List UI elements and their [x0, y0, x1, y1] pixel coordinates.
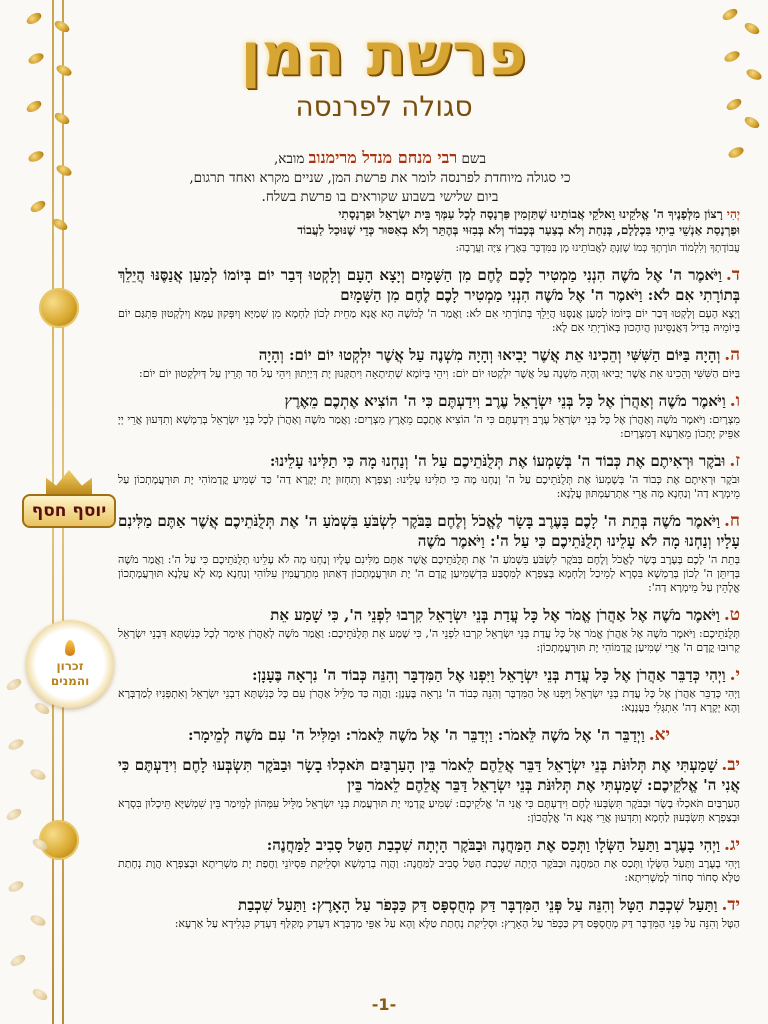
zichron-logo-badge [26, 620, 114, 708]
verse-number: יא. [648, 725, 671, 745]
verse-block [118, 451, 740, 501]
intro-line-3: ביום שלישי בשבוע שקוראים בו פרשת בשלח. [261, 189, 499, 205]
flame-icon [65, 640, 75, 656]
verse-translation: וַיְהִי בָעֶרֶב וַתַּעַל הַשְּׂלָו וַתְּכַס אֶת הַמַּחֲנֶה וּבַבֹּקֶר הָיְתָה שִׁכְבַת הַטַּל סָבִיב לַמַּחֲנֶה: וַהֲוָה בְרַמְשָׁא וּסְלֵיקַת פִּסְיוֹנֵי וַחֲפַת יָת מַשְׁרִיתָא וּבְצַפְרָא הֲוָת נְחָתַת טַלָּא סְחוֹר סְחוֹר לְמַשְׁרִיתָא: [118, 857, 740, 884]
prayer-first-word: יְהִי [726, 207, 740, 221]
verse-number: יג. [724, 835, 740, 855]
verse-number: ד. [725, 265, 740, 285]
verse-translation: מִצְרָיִם: וַיֹּאמֶר מֹשֶׁה וְאַהֲרֹן אֶל כָּל בְּנֵי יִשְׂרָאֵל עֶרֶב וִידַעְתֶּם כִּי ה' הוֹצִיא אֶתְכֶם מֵאֶרֶץ מִצְרָיִם: וַאֲמַר מֹשֶׁה וְאַהֲרֹן לְכָל בְּנֵי יִשְׂרָאֵל בְּרַמְשָׁא וְתִדְּעוּן אֲרֵי יְיָ אַפֵּיק יָתְכוֹן מֵאַרְעָא דְמִצְרָיִם: [118, 413, 740, 440]
gold-coin-decoration [39, 288, 79, 328]
verse-text: וַיֹּאמֶר מֹשֶׁה בְּתֵת ה' לָכֶם בָּעֶרֶב בָּשָׂר לֶאֱכֹל וְלֶחֶם בַּבֹּקֶר לִשְׂבֹּעַ בִּשְׁמֹעַ ה' אֶת תְּלֻנֹּתֵיכֶם אֲשֶׁר אַתֶּם מַלִּינִם עָלָיו וְנַחְנוּ מָה לֹא עָלֵינוּ תְלֻנֹּתֵיכֶם כִּי עַל ה': וַיֹּאמֶר מֹשֶׁה [118, 512, 740, 550]
intro-suffix: מובא, [274, 151, 309, 167]
verse-translation: וּבֹקֶר וּרְאִיתֶם אֶת כְּבוֹד ה' בְּשָׁמְעוֹ אֶת תְּלֻנֹּתֵיכֶם עַל ה' וְנַחְנוּ מָה כִּי תַלִּינוּ עָלֵינוּ: וְצַפְרָא וְתִחְזוּן יָת יְקָרָא דַה' כַּד שְׁמִיעַ קֳדָמוֹהִי יָת תּוּרְעֲמָתְכוֹן עַל מֵימְרָא דַה' וְנַחְנָא מָה אֲרֵי אַתְרַעַמְתּוּן עֲלָנָא: [118, 473, 740, 500]
verse-translation: הַטָּל וְהִנֵּה עַל פְּנֵי הַמִּדְבָּר דַּק מְחֻסְפָּס דַּק כַּכְּפֹר עַל הָאָרֶץ: וּסְלֵיקַת נְחָתַת טַלָּא וְהָא עַל אַפֵּי מַדְבְּרָא דַּעְדַק מְקַלַּף דַּעְדַק כִּגְלִידָא עַל אַרְעָא: [174, 917, 740, 930]
verse-translation: הָעַרְבַּיִם תֹּאכְלוּ בָשָׂר וּבַבֹּקֶר תִּשְׂבְּעוּ לָחֶם וִידַעְתֶּם כִּי אֲנִי ה' אֱלֹקֵיכֶם: שְׁמִיעַ קֳדָמַי יָת תּוּרְעֲמַת בְּנֵי יִשְׂרָאֵל מַלֵּיל עִמְּהוֹן לְמֵימַר בֵּין שִׁמְשַׁיָּא תֵּיכְלוּן בִּסְרָא וּבְצַפְרָא תִּשְׂבְּעוּן לַחְמָא וְתִדְּעוּן אֲרֵי אֲנָא ה' אֱלָהֲכוֹן: [118, 797, 740, 824]
pale-vine-left-icon [0, 660, 60, 1020]
rabbi-name: רבי מנחם מנדל מרימנוב [308, 148, 458, 167]
prayer-text-line-2: וּפַרְנָסַת אַנְשֵׁי בֵיתִי בִּכְלָלָם, בְּנַחַת וְלֹא בְצַעַר בְּכָבוֹד וְלֹא בְּבִזּוּי בְּהֶתֵּר וְלֹא בְאִסּוּר כְּדֵי שֶׁנּוּכַל לַעֲבוֹד [297, 223, 740, 237]
page-number: -1- [371, 995, 397, 1014]
verse-number: ה. [724, 345, 740, 365]
intro-line-1 [150, 148, 610, 169]
intro-line-2: כי סגולה מיוחדת לפרנסה לומר את פרשת המן, שניים מקרא ואחד תרגום, [189, 170, 571, 186]
verse-text: וַיְדַבֵּר ה' אֶל מֹשֶׁה לֵּאמֹר: וַיְדַבֵּר ה' אֶל מֹשֶׁה לֵּאמֹר: וּמַלִּיל ה' עִם מֹשֶׁה לְמֵימָר: [187, 726, 645, 744]
prayer-continuation: עֲבוֹדָתְךָ וְלִלְמוֹד תּוֹרָתְךָ כְּמוֹ שֶׁזַּנְתָּ לַאֲבוֹתֵינוּ מָן בַּמִּדְבָּר בְּאֶרֶץ צִיָּה וַעֲרָבָה: [455, 242, 740, 254]
verse-text: וַיֹּאמֶר מֹשֶׁה וְאַהֲרֹן אֶל כָּל בְּנֵי יִשְׂרָאֵל עֶרֶב וִידַעְתֶּם כִּי ה' הוֹצִיא אֶתְכֶם מֵאֶרֶץ [284, 392, 726, 410]
verse-translation: בַּיּוֹם הַשִּׁשִּׁי וְהֵכִינוּ אֵת אֲשֶׁר יָבִיאוּ וְהָיָה מִשְׁנֶה עַל אֲשֶׁר יִלְקְטוּ יוֹם יוֹם: וִיהֵי בְּיוֹמָא שְׁתִיתָאָה וִיתַקְּנוּן יָת דְּיַיְתוּן וִיהֵי עַל חַד תְּרֵין עַל דְּיִלְקְטוּן יוֹם יוֹם: [139, 367, 740, 380]
verse-translation: וְיָצָא הָעָם וְלָקְטוּ דְּבַר יוֹם בְּיוֹמוֹ לְמַעַן אֲנַסֶּנּוּ הֲיֵלֵךְ בְּתוֹרָתִי אִם לֹא: וַאֲמַר ה' לְמֹשֶׁה הָא אֲנָא מַחֵית לְכוֹן לַחְמָא מִן שְׁמַיָּא וְיִפְּקוּן עַמָּא וְיִלְקְטוּן פִּתְגַּם יוֹם בְּיוֹמֵיהּ בְּדִיל דַּאֲנַסֵּינוּן הֲיִהָכוּן בְּאוֹרָיְתִי אִם לָא: [118, 307, 740, 334]
verse-block [118, 391, 740, 441]
crown-icon [46, 470, 92, 496]
verse-translation: בְּתֵת ה' לָכֶם בָּעֶרֶב בָּשָׂר לֶאֱכֹל וְלֶחֶם בַּבֹּקֶר לִשְׂבֹּעַ בִּשְׁמֹעַ ה' אֶת תְּלֻנֹּתֵיכֶם אֲשֶׁר אַתֶּם מַלִּינִם עָלָיו וְנַחְנוּ מָה לֹא עָלֵינוּ תְלֻנֹּתֵיכֶם כִּי עַל ה': וַאֲמַר מֹשֶׁה בְּדְיִתֵּן ה' לְכוֹן בְּרַמְשָׁא בִּסְרָא לְמֵיכַל וְלַחְמָא בְּצַפְרָא לְמִסְבַּע בִּדְשְׁמִיעַן קֳדָם ה' יָת תּוּרְעֲמָתְכוֹן דְּאַתּוּן מִתְרַעֲמִין עִלּוֹהִי וְנַחְנָא מָא לָא עֲלָנָא תּוּרְעֲמָתְכוֹן אֱלָהֵין עַל מֵימְרָא דַה': [118, 553, 740, 594]
verse-block [118, 265, 740, 335]
verse-number: יב. [721, 755, 740, 775]
verse-text: וַיְהִי בָעֶרֶב וַתַּעַל הַשְּׂלָו וַתְּכַס אֶת הַמַּחֲנֶה וּבַבֹּקֶר הָיְתָה שִׁכְבַת הַטַּל סָבִיב לַמַּחֲנֶה: [266, 836, 720, 854]
verse-number: ז. [729, 451, 740, 471]
verse-number: י. [729, 665, 740, 685]
verse-text: וּבֹקֶר וּרְאִיתֶם אֶת כְּבוֹד ה' בְּשָׁמְעוֹ אֶת תְּלֻנֹּתֵיכֶם עַל ה' וְנַחְנוּ מָה כִּי תַלִּינוּ עָלֵינוּ: [269, 452, 726, 470]
verse-text: וַיְהִי כְּדַבֵּר אַהֲרֹן אֶל כָּל עֲדַת בְּנֵי יִשְׂרָאֵל וַיִּפְנוּ אֶל הַמִּדְבָּר וְהִנֵּה כְּבוֹד ה' נִרְאָה בֶּעָנָן: [252, 666, 726, 684]
verse-block [118, 835, 740, 885]
verse-text: וַיֹּאמֶר מֹשֶׁה אֶל אַהֲרֹן אֱמֹר אֶל כָּל עֲדַת בְּנֵי יִשְׂרָאֵל קִרְבוּ לִפְנֵי ה', כִּי שָׁמַע אֵת [270, 606, 720, 624]
zichron-logo-line-2: והמנים [50, 673, 90, 688]
verse-block [118, 605, 740, 655]
page-subtitle: סגולה לפרנסה [295, 90, 473, 123]
page-title: פרשת המן [240, 20, 528, 88]
verse-block [118, 895, 740, 931]
zichron-logo-line-1: זכרון [56, 658, 84, 673]
intro-prefix: בשם [457, 151, 486, 167]
verse-text: וַתַּעַל שִׁכְבַת הַטָּל וְהִנֵּה עַל פְּנֵי הַמִּדְבָּר דַּק מְחֻסְפָּס דַּק כַּכְּפֹר עַל הָאָרֶץ: וַתַּעַל שִׁכְבַת [238, 896, 718, 914]
verse-block [118, 345, 740, 381]
verse-text: וַיֹּאמֶר ה' אֶל מֹשֶׁה הִנְנִי מַמְטִיר לָכֶם לֶחֶם מִן הַשָּׁמָיִם וְיָצָא הָעָם וְלָקְטוּ דְּבַר יוֹם בְּיוֹמוֹ לְמַעַן אֲנַסֶּנּוּ הֲיֵלֵךְ בְּתוֹרָתִי אִם לֹא: וַיֹּאמֶר ה' אֶל מֹשֶׁה הִנְנִי מַמְטִיר לָכֶם לֶחֶם מִן הַשָּׁמָיִם [118, 266, 740, 304]
verse-number: יד. [721, 895, 740, 915]
main-text [118, 206, 740, 931]
yosef-logo-badge [22, 470, 116, 532]
verse-text: שָׁמַעְתִּי אֶת תְּלוּנֹּת בְּנֵי יִשְׂרָאֵל דַּבֵּר אֲלֵהֶם לֵאמֹר בֵּין הָעַרְבַּיִם תֹּאכְלוּ בָשָׂר וּבַבֹּקֶר תִּשְׂבְּעוּ לָחֶם וִידַעְתֶּם כִּי אֲנִי ה' אֱלֹקֵיכֶם: שָׁמַעְתִּי אֶת תְּלוּנֹּת בְּנֵי יִשְׂרָאֵל דַּבֵּר אֲלֵהֶם לֵאמֹר בֵּין [118, 756, 740, 794]
verse-number: ט. [723, 605, 740, 625]
verse-translation: תְּלֻנֹּתֵיכֶם: וַיֹּאמֶר מֹשֶׁה אֶל אַהֲרֹן אֱמֹר אֶל כָּל עֲדַת בְּנֵי יִשְׂרָאֵל קִרְבוּ לִפְנֵי ה', כִּי שָׁמַע אֵת תְּלֻנֹּתֵיכֶם: וַאֲמַר מֹשֶׁה לְאַהֲרֹן אֵימַר לְכָל כְּנִשְׁתָּא דִּבְנֵי יִשְׂרָאֵל קְרוּבוּ קֳדָם ה' אֲרֵי שְׁמִיעַן קֳדָמוֹהִי יָת תּוּרְעֲמָתְכוֹן: [118, 627, 740, 654]
verse-block [118, 511, 740, 595]
verse-text: וְהָיָה בַּיּוֹם הַשִּׁשִּׁי וְהֵכִינוּ אֵת אֲשֶׁר יָבִיאוּ וְהָיָה מִשְׁנֶה עַל אֲשֶׁר יִלְקְטוּ יוֹם יוֹם: וְהָיָה [258, 346, 721, 364]
yosef-logo-text: יוסף חסף [22, 494, 116, 528]
verse-block [118, 755, 740, 825]
verse-number: ח. [724, 511, 740, 531]
intro-paragraph [150, 148, 610, 207]
opening-prayer [118, 206, 740, 238]
verse-translation: וַיְהִי כְּדַבֵּר אַהֲרֹן אֶל כָּל עֲדַת בְּנֵי יִשְׂרָאֵל וַיִּפְנוּ אֶל הַמִּדְבָּר וְהִנֵּה כְּבוֹד ה' נִרְאָה בֶּעָנָן: וַהֲוָה כַּד מַלֵּיל אַהֲרֹן עִם כָּל כְּנִשְׁתָּא דִבְנֵי יִשְׂרָאֵל וְאִתְפְּנִיוּ לְמַדְבְּרָא וְהָא יְקָרָא דַה' אִתְגְּלִי בַּעֲנָנָא: [118, 687, 740, 714]
verse-block [118, 665, 740, 715]
verse-block [118, 725, 740, 745]
prayer-text: רָצוֹן מִלְּפָנֶיךָ ה' אֱלֹקֵינוּ וֵאלֹקֵי אֲבוֹתֵינוּ שֶׁתַּזְמִין פַּרְנָסָה לְכָל עַמְּךָ בֵּית יִשְׂרָאֵל וּפַרְנָסָתִי [338, 207, 727, 221]
verse-number: ו. [729, 391, 740, 411]
